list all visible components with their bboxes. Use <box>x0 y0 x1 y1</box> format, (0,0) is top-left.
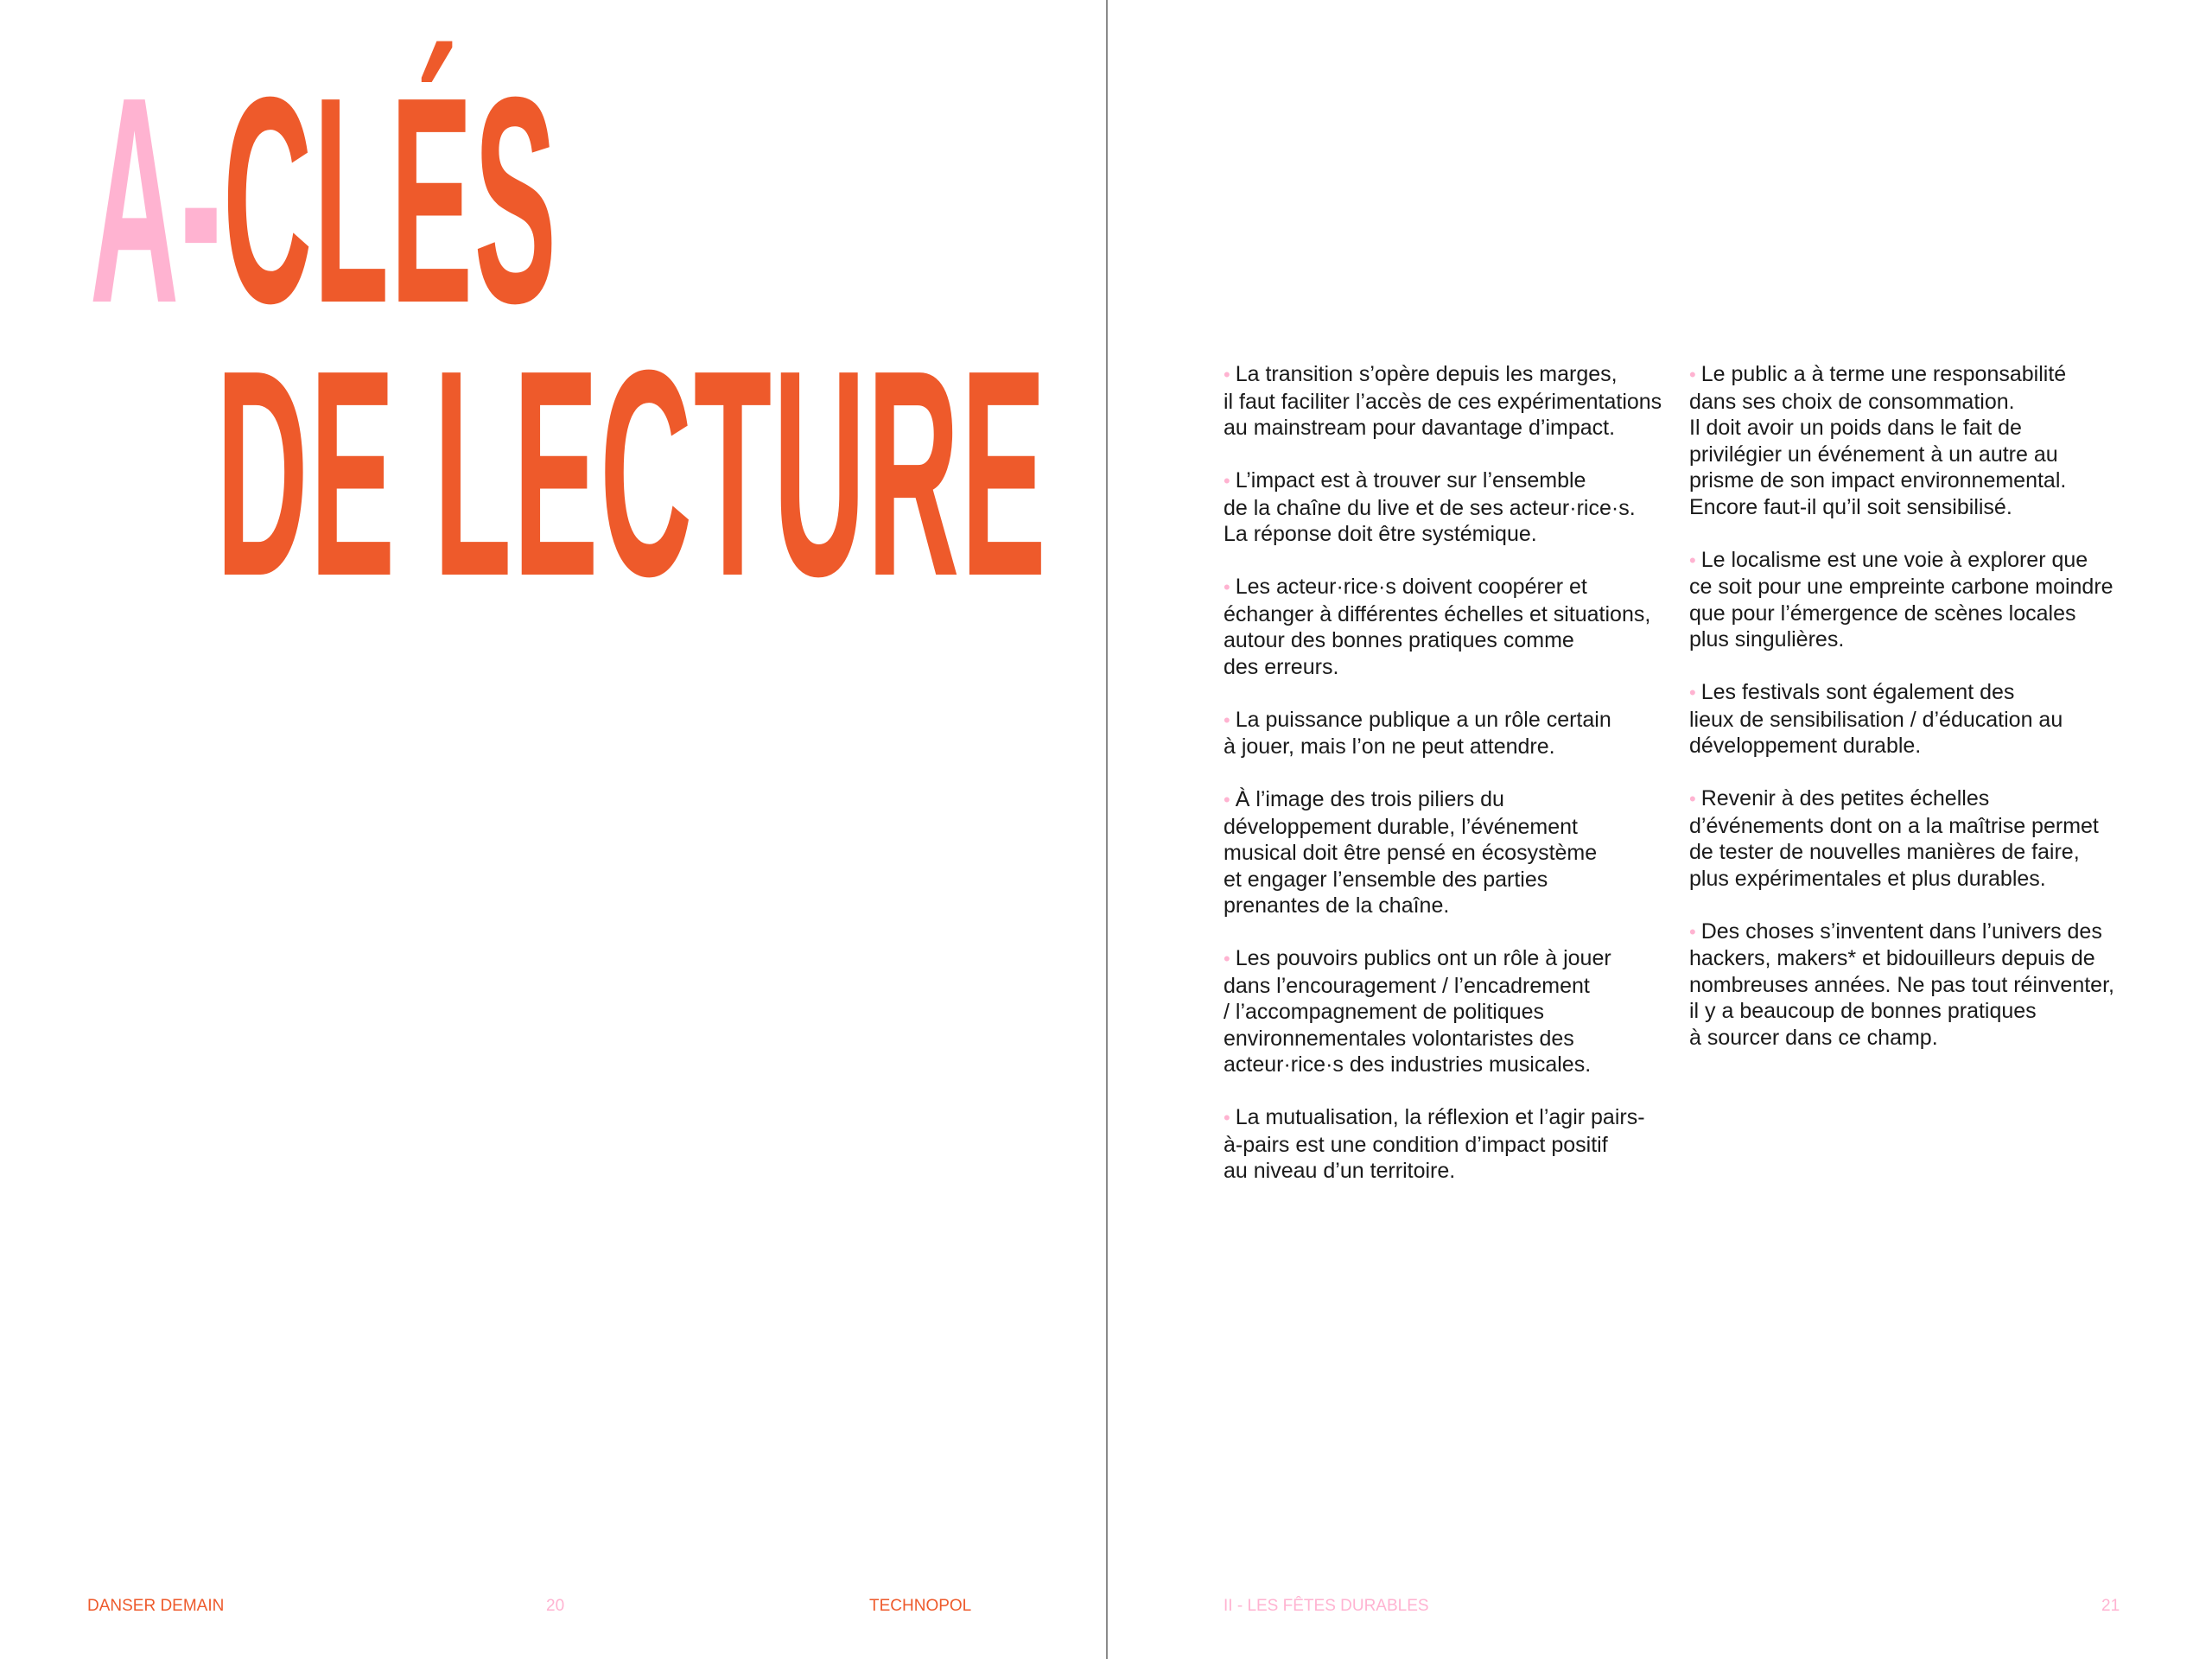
bullet-text-line: que pour l’émergence de scènes locales <box>1689 601 2076 626</box>
bullet-text-line: Il doit avoir un poids dans le fait de <box>1689 416 2022 440</box>
footer-publication-title: DANSER DEMAIN <box>87 1597 225 1615</box>
footer-publisher: TECHNOPOL <box>869 1597 972 1615</box>
bullet-first-line-text: Les acteur·rice·s doivent coopérer et <box>1235 575 1587 599</box>
bullet-dot-icon: • <box>1689 549 1696 571</box>
bullet-dot-icon: • <box>1224 576 1230 598</box>
bullet-text-line: environnementales volontaristes des <box>1224 1026 1574 1051</box>
bullet-item <box>1689 679 2156 760</box>
bullet-text-line: prisme de son impact environnemental. <box>1689 468 2067 493</box>
bullet-text-line: au niveau d’un territoire. <box>1224 1159 1456 1183</box>
bullet-text-line: autour des bonnes pratiques comme <box>1224 628 1574 652</box>
bullet-item <box>1689 361 2156 520</box>
bullet-text-line: d’événements dont on a la maîtrise permet <box>1689 813 2099 838</box>
bullet-text-line: Encore faut-il qu’il soit sensibilisé. <box>1689 494 2012 519</box>
bullet-text-line <box>1224 1104 1690 1132</box>
bullet-text-line: lieux de sensibilisation / d’éducation au <box>1689 707 2063 732</box>
footer-page-number-left: 20 <box>546 1597 565 1615</box>
bullet-text-line: à-pairs est une condition d’impact positif <box>1224 1132 1608 1157</box>
bullet-dot-icon: • <box>1224 364 1230 385</box>
page-title-line-1 <box>90 36 558 365</box>
footer-page-number-right: 21 <box>2101 1597 2120 1615</box>
bullet-text-line <box>1689 918 2156 946</box>
bullet-text-line: et engager l’ensemble des parties <box>1224 867 1548 892</box>
bullet-dot-icon: • <box>1224 948 1230 969</box>
bullet-dot-icon: • <box>1689 788 1696 810</box>
bullet-text-line: plus singulières. <box>1689 627 1845 652</box>
bullet-item <box>1689 918 2156 1052</box>
bullet-text-line: il y a beaucoup de bonnes pratiques <box>1689 999 2037 1023</box>
bullet-text-line <box>1224 467 1690 495</box>
bullet-text-line: hackers, makers* et bidouilleurs depuis de <box>1689 946 2095 970</box>
bullet-dot-icon: • <box>1224 1107 1230 1128</box>
bullet-text-line: musical doit être pensé en écosystème <box>1224 841 1598 865</box>
title-prefix: A- <box>90 36 224 365</box>
bullet-text-line: de la chaîne du live et de ses acteur·rice·s. <box>1224 495 1636 520</box>
bullet-item <box>1689 547 2156 653</box>
page-title-line-2: DE LECTURE <box>216 309 1048 638</box>
bullet-text-line: des erreurs. <box>1224 654 1339 679</box>
bullet-text-line <box>1224 574 1690 601</box>
bullet-text-line: au mainstream pour davantage d’impact. <box>1224 416 1616 440</box>
bullet-first-line-text: À l’image des trois piliers du <box>1235 787 1504 811</box>
bullet-text-line <box>1224 786 1690 814</box>
bullet-column-2 <box>1689 361 2156 1077</box>
bullet-text-line <box>1689 361 2156 389</box>
bullet-first-line-text: Le localisme est une voie à explorer que <box>1700 547 2088 572</box>
bullet-first-line-text: L’impact est à trouver sur l’ensemble <box>1235 468 1586 493</box>
bullet-text-line: de tester de nouvelles manières de faire, <box>1689 840 2080 864</box>
bullet-text-line <box>1689 679 2156 707</box>
bullet-item <box>1224 1104 1690 1185</box>
bullet-dot-icon: • <box>1689 920 1696 943</box>
footer-section-title: II - LES FÊTES DURABLES <box>1224 1597 1429 1615</box>
bullet-first-line-text: La puissance publique a un rôle certain <box>1235 707 1611 732</box>
bullet-first-line-text: Le public a à terme une responsabilité <box>1700 362 2067 386</box>
bullet-dot-icon: • <box>1224 789 1230 810</box>
bullet-text-line <box>1689 547 2156 575</box>
bullet-dot-icon: • <box>1224 709 1230 731</box>
bullet-item <box>1224 786 1690 919</box>
bullet-first-line-text: La mutualisation, la réflexion et l’agir pairs- <box>1235 1105 1645 1129</box>
title-word-cles: CLÉS <box>223 36 558 365</box>
bullet-text-line: il faut faciliter l’accès de ces expérimentations <box>1224 389 1662 414</box>
bullet-text-line: échanger à différentes échelles et situations, <box>1224 601 1651 626</box>
bullet-dot-icon: • <box>1689 682 1696 703</box>
bullet-first-line-text: La transition s’opère depuis les marges, <box>1235 362 1618 386</box>
bullet-first-line-text: Revenir à des petites échelles <box>1700 786 1990 810</box>
bullet-text-line: privilégier un événement à un autre au <box>1689 442 2058 467</box>
bullet-text-line: nombreuses années. Ne pas tout réinventer, <box>1689 972 2114 997</box>
bullet-text-line: développement durable. <box>1689 734 1922 758</box>
bullet-text-line: à jouer, mais l’on ne peut attendre. <box>1224 734 1555 759</box>
bullet-text-line: acteur·rice·s des industries musicales. <box>1224 1052 1592 1077</box>
bullet-item <box>1689 785 2156 892</box>
bullet-item <box>1224 467 1690 548</box>
bullet-first-line-text: Des choses s’inventent dans l’univers des <box>1700 918 2102 944</box>
bullet-text-line: dans ses choix de consommation. <box>1689 389 2015 414</box>
bullet-first-line-text: Les festivals sont également des <box>1700 680 2015 704</box>
bullet-item <box>1224 707 1690 760</box>
bullet-dot-icon: • <box>1224 470 1230 492</box>
bullet-text-line <box>1689 785 2156 813</box>
bullet-text-line: à sourcer dans ce champ. <box>1689 1025 1938 1050</box>
bullet-column-1 <box>1224 361 1690 1211</box>
bullet-text-line <box>1224 945 1690 973</box>
bullet-item <box>1224 361 1690 442</box>
bullet-text-line: / l’accompagnement de politiques <box>1224 1000 1545 1024</box>
bullet-dot-icon: • <box>1689 364 1696 385</box>
bullet-text-line: prenantes de la chaîne. <box>1224 893 1450 918</box>
bullet-first-line-text: Les pouvoirs publics ont un rôle à jouer <box>1235 946 1611 970</box>
bullet-text-line <box>1224 707 1690 734</box>
bullet-text-line: développement durable, l’événement <box>1224 814 1578 839</box>
bullet-text-line: La réponse doit être systémique. <box>1224 522 1537 546</box>
bullet-text-line: ce soit pour une empreinte carbone moindre <box>1689 575 2113 599</box>
bullet-item <box>1224 574 1690 680</box>
bullet-text-line: plus expérimentales et plus durables. <box>1689 866 2046 891</box>
bullet-item <box>1224 945 1690 1078</box>
bullet-text-line: dans l’encouragement / l’encadrement <box>1224 973 1590 998</box>
bullet-text-line <box>1224 361 1690 389</box>
